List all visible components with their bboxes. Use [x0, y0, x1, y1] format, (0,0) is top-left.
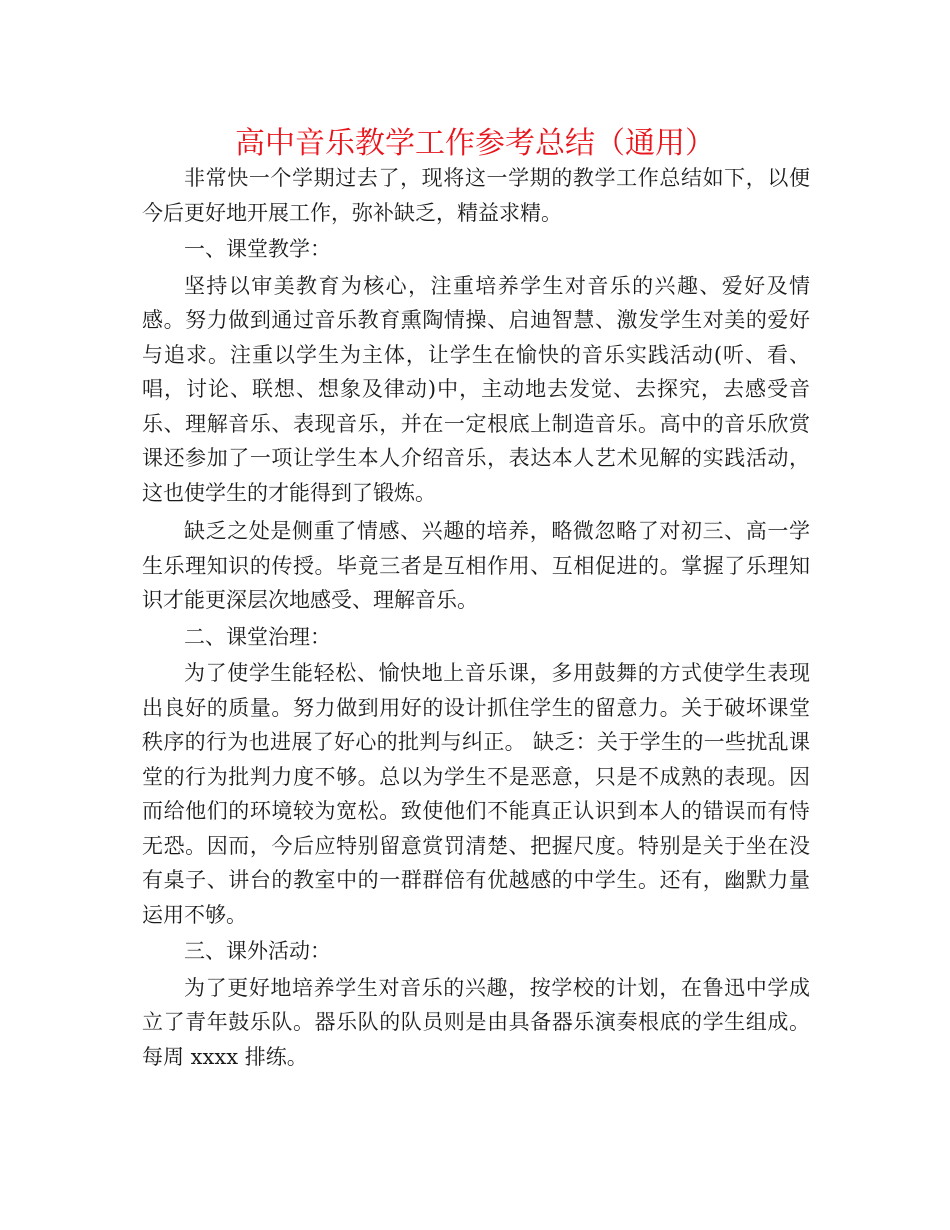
- document-title: 高中音乐教学工作参考总结（通用）: [235, 126, 715, 161]
- classroom-management-paragraph: 为了使学生能轻松、愉快地上音乐课，多用鼓舞的方式使学生表现出良好的质量。努力做到用好的设计抓住学生的留意力。关于破坏课堂秩序的行为也进展了好心的批判与纠正。 缺乏：关于学生的一些扰乱课堂的行为批判力度不够。总以为学生不是恶意，只是不成熟的表现。因而给他们的环境较为宽松。致使他们不能真正认识到本人的错误而有恃无恐。因而，今后应特别留意赏罚清楚、把握尺度。特别是关于坐在没有桌子、讲台的教室中的一群群倍有优越感的中学生。还有，幽默力量运用不够。: [142, 661, 810, 927]
- shortcomings-paragraph: 缺乏之处是侧重了情感、兴趣的培养，略微忽略了对初三、高一学生乐理知识的传授。毕竟三者是互相作用、互相促进的。掌握了乐理知识才能更深层次地感受、理解音乐。: [142, 519, 810, 612]
- extracurricular-paragraph: 为了更好地培养学生对音乐的兴趣，按学校的计划，在鲁迅中学成立了青年鼓乐队。器乐队的队员则是由具备器乐演奏根底的学生组成。每周 xxxx 排练。: [142, 975, 810, 1069]
- section-heading-extracurricular: 三、课外活动：: [184, 939, 331, 963]
- document-body: [142, 161, 810, 1074]
- section-heading-classroom-teaching: 一、课堂教学：: [184, 237, 331, 261]
- section-heading-classroom-management: 二、课堂治理：: [184, 624, 331, 649]
- intro-paragraph: 非常快一个学期过去了，现将这一学期的教学工作总结如下，以便今后更好地开展工作，弥补缺乏，精益求精。: [142, 166, 810, 225]
- classroom-teaching-paragraph: 坚持以审美教育为核心，注重培养学生对音乐的兴趣、爱好及情感。努力做到通过音乐教育熏陶情操、启迪智慧、激发学生对美的爱好与追求。注重以学生为主体，让学生在愉快的音乐实践活动(听、看、唱，讨论、联想、想象及律动)中，主动地去发觉、去探究，去感受音乐、理解音乐、表现音乐，并在一定根底上制造音乐。高中的音乐欣赏课还参加了一项让学生本人介绍音乐，表达本人艺术见解的实践活动，这也使学生的才能得到了锻炼。: [142, 273, 810, 505]
